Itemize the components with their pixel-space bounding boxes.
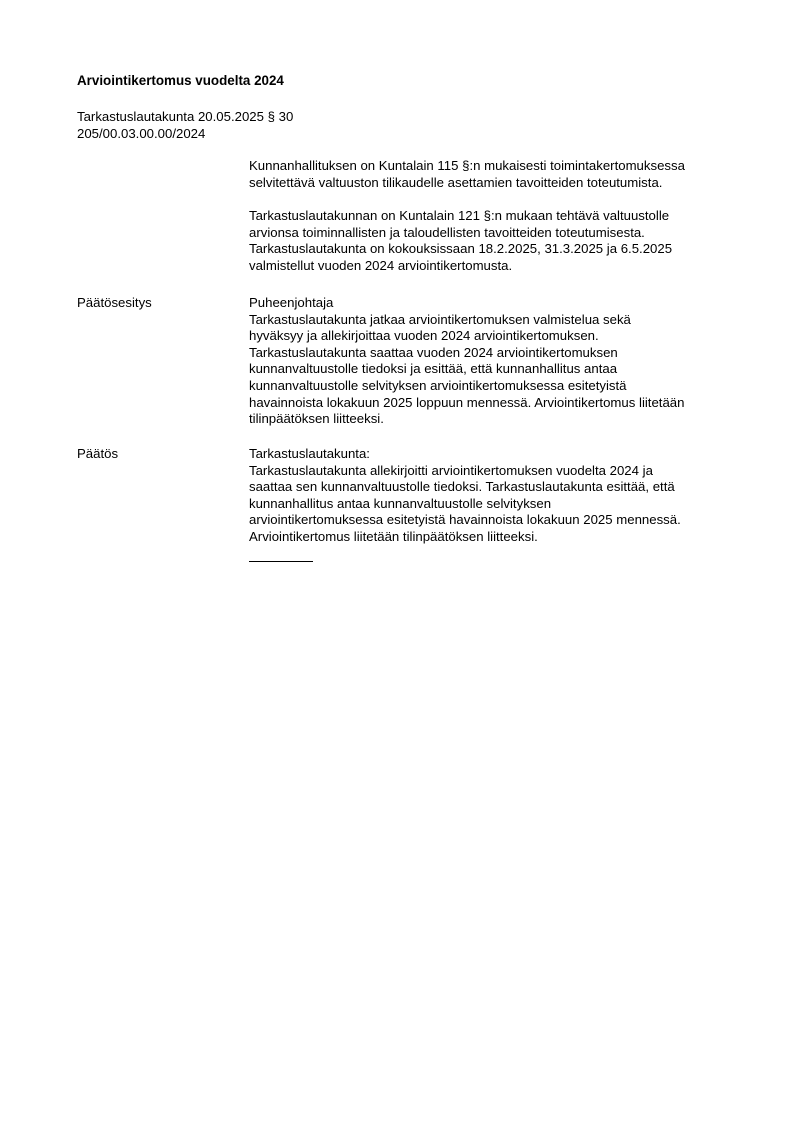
- proposal-label: Päätösesitys: [77, 295, 152, 310]
- text-line: kunnanhallitus antaa kunnanvaltuustolle selvityksen: [249, 495, 552, 511]
- document-meta: [77, 109, 293, 142]
- closing-rule: [249, 561, 313, 562]
- text-line: saattaa sen kunnanvaltuustolle tiedoksi. Tarkastuslautakunta esittää, että: [249, 479, 675, 495]
- text-line: Tarkastuslautakunta on kokouksissaan 18.2.2025, 31.3.2025 ja 6.5.2025: [249, 241, 673, 257]
- text-line: Tarkastuslautakunnan on Kuntalain 121 §:n mukaan tehtävä valtuustolle: [249, 208, 670, 224]
- text-line: arviointikertomuksessa esitetyistä havainnoista lokakuun 2025 mennessä.: [249, 512, 681, 528]
- decision-label: Päätös: [77, 446, 119, 461]
- text-line: kunnanvaltuustolle tiedoksi ja esittää, että kunnanhallitus antaa: [249, 361, 618, 377]
- decision-section: [249, 446, 739, 546]
- document-title: Arviointikertomus vuodelta 2024: [77, 73, 284, 88]
- record-number: 205/00.03.00.00/2024: [77, 125, 206, 141]
- intro-paragraph-2: [249, 208, 739, 274]
- decision-text: [249, 446, 739, 546]
- text-line: Arviointikertomus liitetään tilinpäätöksen liitteeksi.: [249, 528, 538, 544]
- text-line: valmistellut vuoden 2024 arviointikertomusta.: [249, 257, 513, 273]
- text-line: kunnanvaltuustolle selvityksen arviointikertomuksessa esitetyistä: [249, 377, 627, 393]
- text-line: hyväksyy ja allekirjoittaa vuoden 2024 arviointikertomuksen.: [249, 328, 599, 344]
- text-line: Puheenjohtaja: [249, 295, 334, 310]
- text-line: selvitettävä valtuuston tilikaudelle asettamien tavoitteiden toteutumista.: [249, 174, 663, 190]
- intro-paragraph-1: [249, 158, 739, 191]
- text-line: arvionsa toiminnallisten ja taloudellisten tavoitteiden toteutumisesta.: [249, 224, 645, 240]
- text-line: havainnoista lokakuun 2025 loppuun mennessä. Arviointikertomus liitetään: [249, 394, 685, 410]
- text-line: Kunnanhallituksen on Kuntalain 115 §:n mukaisesti toimintakertomuksessa: [249, 158, 685, 173]
- intro-section: [249, 158, 739, 275]
- proposal-section: [249, 295, 739, 428]
- text-line: Tarkastuslautakunta:: [249, 446, 370, 461]
- text-line: tilinpäätöksen liitteeksi.: [249, 411, 384, 427]
- text-line: Tarkastuslautakunta allekirjoitti arviointikertomuksen vuodelta 2024 ja: [249, 462, 653, 478]
- proposal-text: [249, 295, 739, 428]
- text-line: Tarkastuslautakunta saattaa vuoden 2024 arviointikertomuksen: [249, 344, 618, 360]
- meeting-reference: Tarkastuslautakunta 20.05.2025 § 30: [77, 109, 294, 124]
- text-line: Tarkastuslautakunta jatkaa arviointikertomuksen valmistelua sekä: [249, 311, 631, 327]
